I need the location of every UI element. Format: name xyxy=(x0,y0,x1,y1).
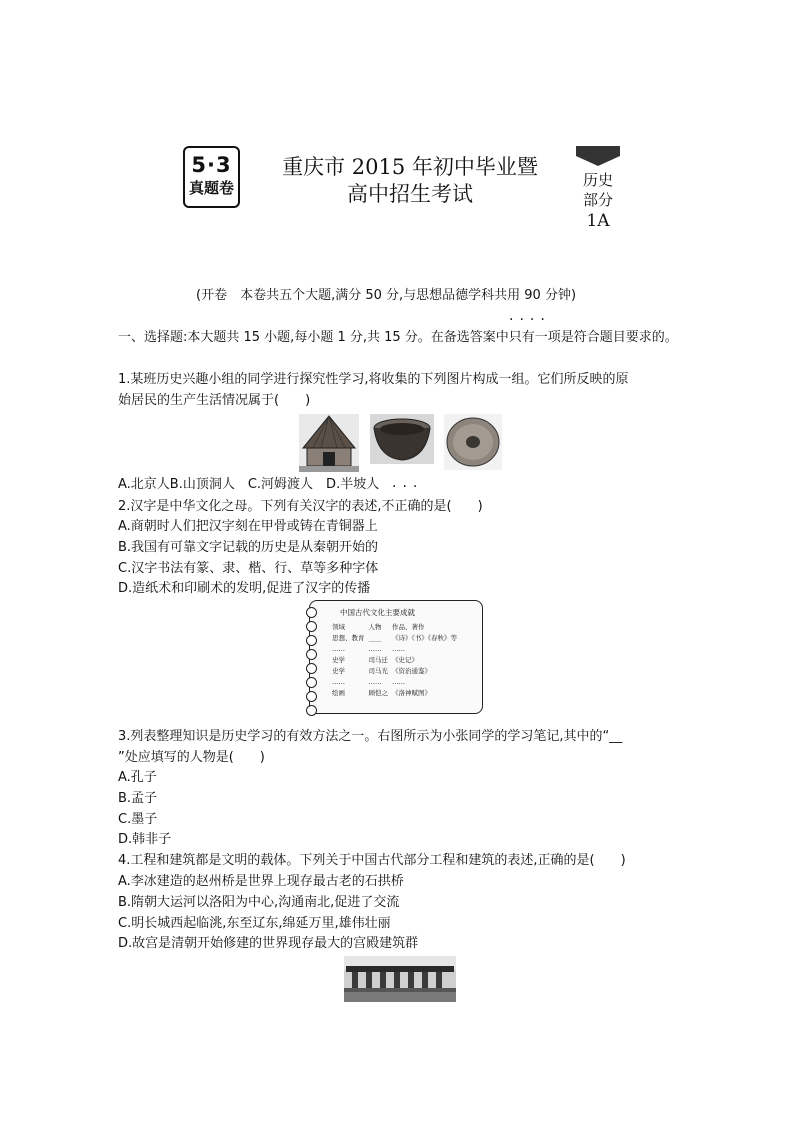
exam-title-line2: 高中招生考试 xyxy=(347,182,473,206)
q2-stem: 2.汉字是中华文化之母。下列有关汉字的表述,不正确的是( ) xyxy=(118,499,483,514)
q1-stem-line1: 1.某班历史兴趣小组的同学进行探究性学习,将收集的下列图片构成一组。它们所反映的原 xyxy=(118,372,629,387)
notebook-rings xyxy=(306,607,318,719)
notebook-title: 中国古代文化主要成就 xyxy=(340,608,415,617)
q4-option-a: A.李冰建造的赵州桥是世界上现存最古老的石拱桥 xyxy=(118,874,404,889)
table-cell: 作品、著作 xyxy=(392,623,425,631)
q2-option-c: C.汉字书法有篆、隶、楷、行、草等多种字体 xyxy=(118,561,379,576)
ring-icon xyxy=(306,663,317,674)
subject-line2: 部分 xyxy=(582,191,613,209)
pennant-icon xyxy=(576,146,620,166)
q4-option-d: D.故宫是清朝开始修建的世界现存最大的宫殿建筑群 xyxy=(118,936,419,951)
emphasis-dots: ···· xyxy=(509,312,551,328)
logo-number: 5·3 xyxy=(191,153,232,177)
table-cell: …… xyxy=(332,644,345,653)
table-cell: 司马迁 xyxy=(368,656,388,664)
subject-badge xyxy=(576,146,620,232)
table-cell: 顾恺之 xyxy=(368,689,388,697)
q2-option-d: D.造纸术和印刷术的发明,促进了汉字的传播 xyxy=(118,581,371,596)
table-cell: 《史记》 xyxy=(392,656,418,664)
ring-icon xyxy=(306,705,317,716)
q3-option-d: D.韩非子 xyxy=(118,832,172,847)
table-row xyxy=(332,632,461,643)
stone-disk-image xyxy=(444,414,502,470)
table-cell: 司马光 xyxy=(368,667,388,675)
q3-stem-line2: ”处应填写的人物是( ) xyxy=(118,750,265,765)
q2-emphasis-dots: ··· xyxy=(392,479,424,495)
table-cell: ____ xyxy=(368,633,382,642)
paper-code: 1A xyxy=(586,211,610,231)
ring-icon xyxy=(306,607,317,618)
table-row xyxy=(332,654,461,665)
table-cell: …… xyxy=(392,677,405,686)
table-cell: …… xyxy=(368,677,382,686)
ring-icon xyxy=(306,691,317,702)
table-cell: 人物 xyxy=(368,623,382,631)
ring-icon xyxy=(306,649,317,660)
hut-image xyxy=(299,414,359,472)
q4-option-b: B.隋朝大运河以洛阳为中心,沟通南北,促进了交流 xyxy=(118,895,400,910)
table-cell: 史学 xyxy=(332,667,345,675)
q4-stem: 4.工程和建筑都是文明的载体。下列关于中国古代部分工程和建筑的表述,正确的是( ) xyxy=(118,853,626,868)
q1-options: A.北京人B.山顶洞人 C.河姆渡人 D.半坡人 xyxy=(118,477,380,492)
table-cell: …… xyxy=(368,644,382,653)
bridge-photo xyxy=(344,956,456,1002)
q2-option-a: A.商朝时人们把汉字刻在甲骨或铸在青铜器上 xyxy=(118,519,378,534)
table-cell: 《洛神赋图》 xyxy=(392,689,431,697)
q4-option-c: C.明长城西起临洮,东至辽东,绵延万里,雄伟壮丽 xyxy=(118,916,391,931)
table-row xyxy=(332,687,461,698)
q3-option-c: C.墨子 xyxy=(118,812,158,827)
exam-note: (开卷 本卷共五个大题,满分 50 分,与思想品德学科共用 90 分钟) xyxy=(196,288,577,303)
table-row xyxy=(332,621,461,632)
q3-option-a: A.孔子 xyxy=(118,770,157,785)
notebook-table xyxy=(332,621,461,698)
table-cell: 绘画 xyxy=(332,689,345,697)
q1-stem-line2: 始居民的生产生活情况属于( ) xyxy=(118,393,311,408)
exam-title xyxy=(280,154,540,208)
table-row xyxy=(332,665,461,676)
table-cell: 领域 xyxy=(332,623,345,631)
study-notebook xyxy=(309,600,483,714)
table-row xyxy=(332,676,461,687)
table-cell: 《诗》《书》《春秋》等 xyxy=(392,634,457,642)
section-heading: 一、选择题:本大题共 15 小题,每小题 1 分,共 15 分。在备选答案中只有一项是符合题目要求的。 xyxy=(118,330,678,345)
ring-icon xyxy=(306,621,317,632)
table-cell: 思想、教育 xyxy=(332,634,365,642)
table-cell: …… xyxy=(392,644,405,653)
table-cell: 《资治通鉴》 xyxy=(392,667,431,675)
exam-title-line1: 重庆市 2015 年初中毕业暨 xyxy=(282,155,538,179)
logo-text: 真题卷 xyxy=(188,179,234,197)
ring-icon xyxy=(306,677,317,688)
table-cell: 史学 xyxy=(332,656,345,664)
table-cell: …… xyxy=(332,677,345,686)
ring-icon xyxy=(306,635,317,646)
q3-stem-line1: 3.列表整理知识是历史学习的有效方法之一。右图所示为小张同学的学习笔记,其中的“__ xyxy=(118,729,623,744)
logo-53-zhentijuan xyxy=(183,146,240,208)
table-row xyxy=(332,643,461,654)
q2-option-b: B.我国有可靠文字记载的历史是从秦朝开始的 xyxy=(118,540,379,555)
pottery-bowl-image xyxy=(370,414,434,464)
subject-line1: 历史 xyxy=(582,171,613,189)
q3-option-b: B.孟子 xyxy=(118,791,158,806)
